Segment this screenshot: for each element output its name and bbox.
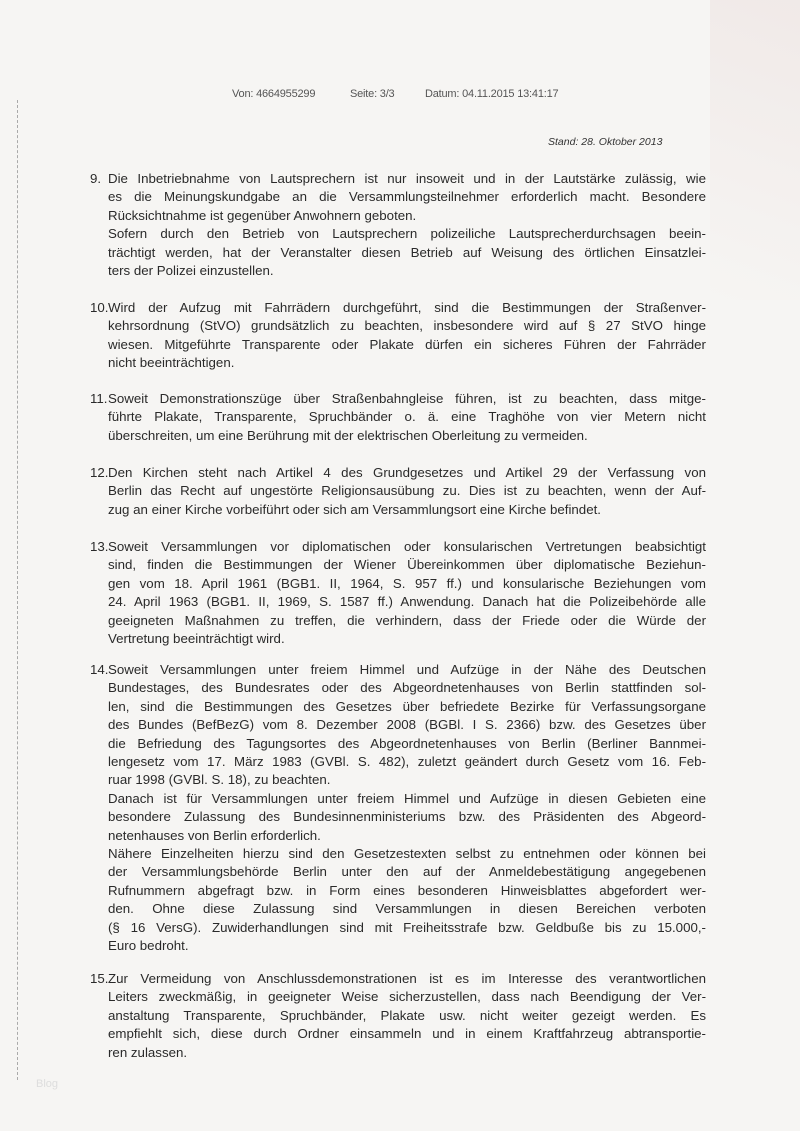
list-item — [90, 464, 706, 519]
item-text — [108, 170, 706, 280]
text-line: len, sind die Bestimmungen des Gesetzes über befriedete Bezirke für Verfassungsorgane — [108, 698, 706, 714]
text-line: Sofern durch den Betrieb von Lautsprechern polizeiliche Lautsprecherdurchsagen beein- — [108, 226, 706, 242]
item-number: 11. — [90, 391, 108, 406]
text-line: kehrsordnung (StVO) grundsätzlich zu beachten, insbesondere wird auf § 27 StVO hinge — [108, 318, 706, 334]
text-line: Leiters zweckmäßig, in geeigneter Weise sicherzustellen, dass nach Beendigung der Ver- — [108, 989, 706, 1005]
scan-margin-mark — [17, 100, 18, 1080]
paragraph — [108, 390, 706, 445]
item-text — [108, 661, 706, 956]
paragraph — [108, 790, 706, 845]
item-text — [108, 464, 706, 519]
item-number: 10. — [90, 300, 109, 315]
text-line: die Befriedung des Tagungsortes des Abgeordnetenhauses von Berlin (Berliner Bannmei- — [108, 735, 706, 751]
text-line: Wird der Aufzug mit Fahrrädern durchgeführt, sind die Bestimmungen der Straßenver- — [108, 300, 706, 315]
text-line: empfiehlt sich, diese durch Ordner einsammeln und in einem Kraftfahrzeug abtransportie- — [108, 1026, 706, 1042]
text-line: Nähere Einzelheiten hierzu sind den Gesetzestexten selbst zu entnehmen oder können bei — [108, 846, 706, 862]
text-line: der Versammlungsbehörde Berlin unter den auf der Anmeldebestätigung angegebenen — [108, 864, 706, 880]
paragraph — [108, 225, 706, 280]
text-line: anstaltung Transparente, Spruchbänder, Plakate usw. nicht weiter gezeigt werden. Es — [108, 1007, 706, 1023]
paragraph — [108, 170, 706, 225]
text-line: Den Kirchen steht nach Artikel 4 des Grundgesetzes und Artikel 29 der Verfassung von — [108, 465, 706, 480]
paragraph — [108, 970, 706, 1062]
text-line: besondere Zulassung des Bundesinnenministeriums bzw. des Präsidenten des Abgeord- — [108, 809, 706, 825]
item-number: 12. — [90, 465, 109, 480]
paragraph — [108, 845, 706, 955]
paragraph — [108, 538, 706, 648]
text-line: Danach ist für Versammlungen unter freiem Himmel und Aufzüge in diesen Gebieten eine — [108, 790, 706, 806]
text-line: Soweit Versammlungen unter freiem Himmel und Aufzüge in der Nähe des Deutschen — [108, 662, 706, 677]
text-line: Berlin das Recht auf ungestörte Religionsausübung zu. Dies ist zu beachten, wenn der Auf- — [108, 483, 706, 499]
item-number: 15. — [90, 971, 109, 986]
text-line: 24. April 1963 (BGB1. II, 1969, S. 1587 ff.) Anwendung. Danach hat die Polizeibehörde alle — [108, 594, 706, 610]
text-line: lengesetz vom 17. März 1983 (GVBl. S. 482), zuletzt geändert durch Gesetz vom 16. Feb- — [108, 754, 706, 770]
text-line: Soweit Versammlungen vor diplomatischen oder konsularischen Vertretungen beabsichtigt — [108, 539, 706, 554]
text-line: Euro bedroht. — [108, 938, 189, 954]
text-line: trächtigt werden, hat der Veranstalter diesen Betrieb auf Weisung des örtlichen Einsatzlei- — [108, 244, 706, 260]
text-line: es die Meinungskundgabe an die Versammlungsteilnehmer erforderlich macht. Besondere — [108, 189, 706, 205]
item-number: 13. — [90, 539, 109, 554]
item-text — [108, 538, 706, 648]
text-line: netenhauses von Berlin erforderlich. — [108, 827, 321, 843]
text-line: geeigneten Maßnahmen zu treffen, die verhindern, dass der Friede oder die Würde der — [108, 612, 706, 628]
list-item — [90, 970, 706, 1062]
paragraph — [108, 464, 706, 519]
scan-smudge — [710, 0, 800, 300]
list-item — [90, 538, 706, 648]
text-line: den. Ohne diese Zulassung sind Versammlungen in diesen Bereichen verboten — [108, 901, 706, 917]
list-item — [90, 170, 706, 280]
text-line: ruar 1998 (GVBl. S. 18), zu beachten. — [108, 772, 331, 788]
text-line: wiesen. Mitgeführte Transparente oder Plakate dürfen ein sicheres Führen der Fahrräder — [108, 336, 706, 352]
paragraph — [108, 661, 706, 790]
text-line: führte Plakate, Transparente, Spruchbänder o. ä. eine Traghöhe von vier Metern nicht — [108, 409, 706, 425]
fax-from: Von: 4664955299 — [232, 88, 316, 100]
list-item — [90, 390, 706, 445]
text-line: sind, finden die Bestimmungen der Wiener Übereinkommen über diplomatische Beziehun- — [108, 557, 706, 573]
list-item — [90, 299, 706, 373]
text-line: ren zulassen. — [108, 1044, 188, 1060]
text-line: des Bundes (BefBezG) vom 8. Dezember 2008 (BGBl. I S. 2366) bzw. des Gesetzes über — [108, 717, 706, 733]
item-text — [108, 299, 706, 373]
text-line: Rufnummern abgefragt bzw. in Form eines besonderen Hinweisblattes abgefordert wer- — [108, 882, 706, 898]
text-line: nicht beeinträchtigen. — [108, 355, 235, 371]
text-line: Die Inbetriebnahme von Lautsprechern ist nur insoweit und in der Lautstärke zulässig, wie — [108, 171, 706, 186]
item-number: 14. — [90, 662, 109, 677]
paragraph — [108, 299, 706, 373]
list-item — [90, 661, 706, 956]
text-line: Vertretung beeinträchtigt wird. — [108, 631, 285, 647]
text-line: Zur Vermeidung von Anschlussdemonstrationen ist es im Interesse des verantwortlichen — [108, 971, 706, 986]
fax-date: Datum: 04.11.2015 13:41:17 — [425, 88, 559, 100]
text-line: überschreiten, um eine Berührung mit der elektrischen Oberleitung zu vermeiden. — [108, 427, 588, 443]
item-text — [108, 970, 706, 1062]
text-line: Soweit Demonstrationszüge über Straßenbahngleise führen, ist zu beachten, dass mitge- — [108, 391, 706, 406]
text-line: zug an einer Kirche vorbeiführt oder sich am Versammlungsort eine Kirche befindet. — [108, 501, 601, 517]
fax-page: Seite: 3/3 — [350, 88, 395, 100]
text-line: Rücksichtnahme ist gegenüber Anwohnern geboten. — [108, 207, 417, 223]
text-line: gen vom 18. April 1961 (BGB1. II, 1964, S. 957 ff.) und konsularische Beziehungen vom — [108, 575, 706, 591]
text-line: Bundestages, des Bundesrates oder des Abgeordnetenhauses von Berlin stattfinden sol- — [108, 680, 706, 696]
item-text — [108, 390, 706, 445]
document-date: Stand: 28. Oktober 2013 — [548, 136, 663, 148]
text-line: (§ 16 VersG). Zuwiderhandlungen sind mit Freiheitsstrafe bzw. Geldbuße bis zu 15.000,- — [108, 919, 706, 935]
watermark: Blog — [36, 1078, 59, 1090]
item-number: 9. — [90, 171, 102, 186]
text-line: ters der Polizei einzustellen. — [108, 263, 274, 279]
